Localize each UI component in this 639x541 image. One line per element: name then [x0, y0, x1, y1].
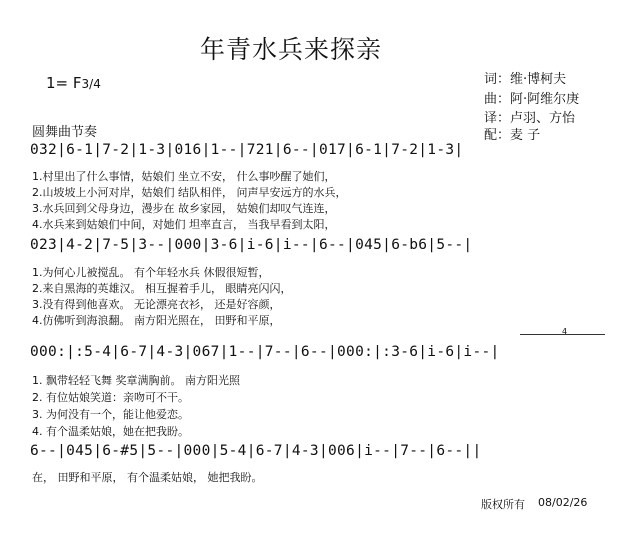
time-signature: 3/4 — [81, 77, 101, 91]
song-title: 年青水兵来探亲 — [200, 35, 383, 64]
credit-lyricist: 词：维·博柯夫 — [484, 72, 567, 87]
lyric-line: 3.没有得到他喜欢。 无论漂亮衣衫， 还是好容颜， — [32, 298, 281, 311]
lyric-line: 1.村里出了什么事情，姑娘们 坐立不安， 什么事吵醒了她们， — [32, 170, 336, 183]
notation-line-4: 6--|045|6-#5|5--|000|5-4|6-7|4-3|006|i--|7--|6--|| — [30, 443, 482, 459]
lyric-line: 在， 田野和平原， 有个温柔姑娘， 她把我盼。 — [32, 471, 263, 484]
tempo-style: 圆舞曲节奏 — [32, 125, 98, 140]
lyric-line: 2.山坡坡上小河对岸，姑娘们 结队相伴， 问声早安远方的水兵， — [32, 186, 347, 199]
lyric-line: 2. 有位姑娘笑道：亲吻可不干。 — [32, 391, 189, 404]
lyric-line: 2.来自黑海的英雄汉。 相互握着手儿， 眼睛亮闪闪， — [32, 282, 292, 295]
lyric-line: 4. 有个温柔姑娘，她在把我盼。 — [32, 425, 189, 438]
lyric-line: 4.仿佛听到海浪翻。 南方阳光照在， 田野和平原， — [32, 314, 281, 327]
notation-line-2: 023|4-2|7-5|3--|000|3-6|i-6|i--|6--|045|6-b6|5--| — [30, 237, 473, 253]
key-label: 1= F — [46, 74, 82, 92]
date: 08/02/26 — [538, 496, 588, 509]
lyric-line: 4.水兵来到姑娘们中间，对她们 坦率直言， 当我早看到太阳， — [32, 218, 336, 231]
lyric-line: 3. 为何没有一个，能让他爱恋。 — [32, 408, 189, 421]
copyright: 版权所有 — [481, 498, 525, 511]
notation-line-3: 000:|:5-4|6-7|4-3|067|1--|7--|6--|000:|:3-6|i-6|i--| — [30, 344, 500, 360]
lyric-line: 1. 飘带轻轻飞舞 奖章满胸前。 南方阳光照 — [32, 374, 240, 387]
lyric-line: 3.水兵回到父母身边，漫步在 故乡家园， 姑娘们却叹气连连， — [32, 202, 336, 215]
lyric-line: 1.为何心儿被搅乱。 有个年轻水兵 休假很短暂， — [32, 266, 270, 279]
credit-composer: 曲：阿·阿维尔庚 — [484, 92, 580, 107]
credit-arranger: 配：麦 子 — [484, 128, 541, 143]
credit-translator: 译：卢羽、方怡 — [484, 111, 576, 126]
ending-number: 4 — [562, 327, 568, 336]
key-signature — [46, 74, 101, 92]
notation-line-1: 032|6-1|7-2|1-3|016|1--|721|6--|017|6-1|7-2|1-3| — [30, 142, 464, 158]
